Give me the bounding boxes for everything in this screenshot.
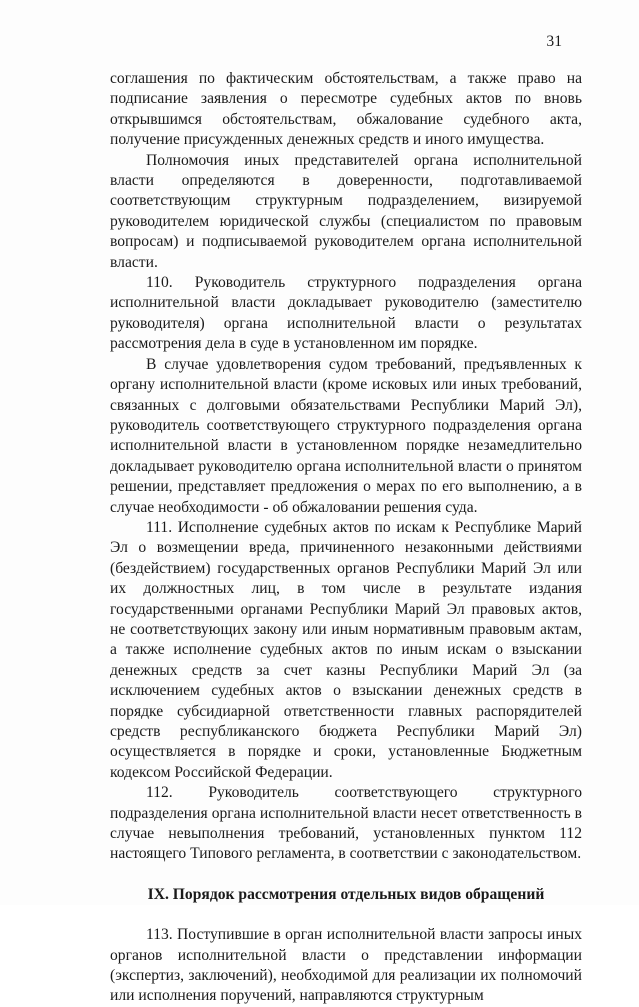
paragraph-continuation: соглашения по фактическим обстоятельствам, а также право на подписание заявления о пересмотре судебных актов по вновь открывшимся обстоятельствам, обжалование судебного акта, получение присужденных денежных средств и иного имущества. xyxy=(110,70,582,149)
paragraph-112: 112. Руководитель соответствующего структурного подразделения органа исполнительной власти несет ответственность в случае невыполнения требований, установленных пунктом 112 настоящего Типового регламента, в соответствии с законодательством. xyxy=(110,784,582,863)
document-body xyxy=(110,69,582,1007)
paragraph-111: 111. Исполнение судебных актов по искам к Республике Марий Эл о возмещении вреда, причиненного незаконными действиями (бездействием) государственных органов Республики Марий Эл или их должностных лиц, в том числе в результате издания государственными органами Республики Марий Эл правовых актов, не соответствующих закону или иным нормативным правовым актам, а также исполнение судебных актов по иным искам о взыскании денежных средств за счет казны Республики Марий Эл (за исключением судебных актов о взыскании денежных средств в порядке субсидиарной ответственности главных распорядителей средств республиканского бюджета Республики Марий Эл) осуществляется в порядке и сроки, установленные Бюджетным кодексом Российской Федерации. xyxy=(110,518,582,781)
paragraph-representatives-powers: Полномочия иных представителей органа исполнительной власти определяются в доверенности, подготавливаемой соответствующим структурным подразделением, визируемой руководителем юридической службы (специалистом по правовым вопросам) и подписываемой руководителем органа исполнительной власти. xyxy=(110,151,582,271)
paragraph-110-court-decision: В случае удовлетворения судом требований, предъявленных к органу исполнительной власти (кроме исковых или иных требований, связанных с долговыми обязательствами Республики Марий Эл), руководитель соответствующего структурного подразделения органа исполнительной власти в установленном порядке незамедлительно докладывает руководителю органа исполнительной власти о принятом решении, представляет предложения о мерах по его выполнению, а в случае необходимости - об обжаловании решения суда. xyxy=(110,355,582,516)
page-number: 31 xyxy=(546,33,562,50)
section-heading: IX. Порядок рассмотрения отдельных видов обращений xyxy=(147,885,545,903)
paragraph-113: 113. Поступившие в орган исполнительной власти запросы иных органов исполнительной власти о представлении информации (экспертиз, заключений), необходимой для реализации их полномочий или исполнения поручений, направляются структурным xyxy=(110,926,582,1005)
paragraph-110: 110. Руководитель структурного подразделения органа исполнительной власти докладывает руководителю (заместителю руководителя) органа исполнительной власти о результатах рассмотрения дела в суде в установленном им порядке. xyxy=(110,274,582,353)
